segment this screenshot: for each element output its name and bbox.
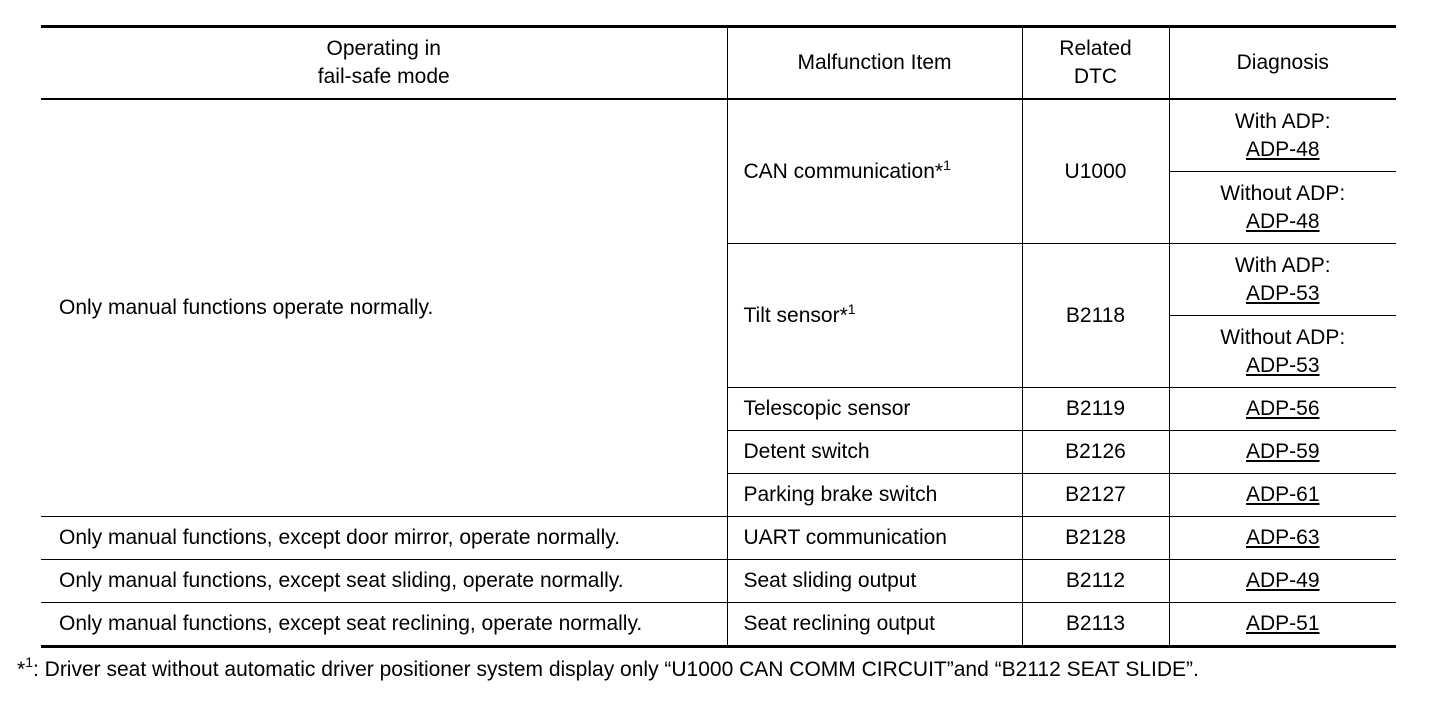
mode-cell: Only manual functions, except seat sliding, operate normally. [41, 560, 727, 603]
item-text: Tilt sensor [743, 303, 840, 327]
table-row [41, 603, 1396, 647]
footnote-ref: 1 [847, 300, 856, 317]
table-row [41, 99, 1396, 172]
diagnosis-link[interactable]: ADP-56 [1245, 397, 1320, 420]
footnote-mark: * [934, 159, 944, 183]
item-cell [727, 244, 1022, 388]
table-row [41, 560, 1396, 603]
dtc-cell: B2128 [1022, 517, 1169, 560]
table-row [41, 517, 1396, 560]
header-mode-line2: fail-safe mode [317, 65, 450, 88]
footnote-mark: * [839, 303, 848, 327]
diagnosis-link[interactable]: ADP-48 [1245, 209, 1320, 233]
mode-cell: Only manual functions, except door mirror, operate normally. [41, 517, 727, 560]
diagnosis-link[interactable]: ADP-53 [1245, 281, 1320, 305]
diagnosis-label: Without ADP: [1220, 325, 1346, 349]
diagnosis-link[interactable]: ADP-48 [1245, 137, 1320, 161]
diagnosis-cell [1169, 388, 1396, 431]
dtc-cell: B2118 [1022, 244, 1169, 388]
diagnosis-link[interactable]: ADP-51 [1245, 612, 1320, 635]
diagnosis-cell [1169, 517, 1396, 560]
header-item: Malfunction Item [727, 27, 1022, 100]
diagnosis-link[interactable]: ADP-49 [1245, 569, 1320, 592]
diagnosis-cell [1169, 244, 1396, 316]
diagnosis-link[interactable]: ADP-61 [1245, 483, 1320, 506]
header-mode-line1: Operating in [326, 37, 441, 60]
header-dtc-line2: DTC [1073, 65, 1118, 88]
dtc-cell: B2127 [1022, 474, 1169, 517]
dtc-cell: B2119 [1022, 388, 1169, 431]
footnote-mark: * [17, 658, 26, 681]
item-cell: Detent switch [727, 431, 1022, 474]
item-cell: Parking brake switch [727, 474, 1022, 517]
item-cell [727, 99, 1022, 244]
dtc-cell: U1000 [1022, 99, 1169, 244]
footnote [17, 656, 1199, 684]
fail-safe-table [41, 25, 1396, 648]
item-cell: Seat reclining output [727, 603, 1022, 647]
mode-cell: Only manual functions operate normally. [41, 99, 727, 517]
footnote-text: : Driver seat without automatic driver positioner system display only “U1000 CAN COMM CIRCUIT”and “B2112 SEAT SLIDE”. [32, 658, 1199, 681]
header-row [41, 27, 1396, 100]
header-dtc [1022, 27, 1169, 100]
diagnosis-cell [1169, 316, 1396, 388]
footnote-ref: 1 [943, 156, 951, 173]
diagnosis-link[interactable]: ADP-63 [1245, 526, 1320, 549]
header-mode [41, 27, 727, 100]
diagnosis-cell [1169, 99, 1396, 172]
item-cell: Telescopic sensor [727, 388, 1022, 431]
diagnosis-label: With ADP: [1234, 253, 1331, 277]
mode-cell: Only manual functions, except seat reclining, operate normally. [41, 603, 727, 647]
diagnosis-label: With ADP: [1234, 109, 1331, 133]
diagnosis-link[interactable]: ADP-53 [1245, 353, 1320, 377]
diagnosis-cell [1169, 474, 1396, 517]
header-dtc-line1: Related [1059, 37, 1132, 60]
diagnosis-cell [1169, 603, 1396, 647]
dtc-cell: B2113 [1022, 603, 1169, 647]
diagnosis-cell [1169, 560, 1396, 603]
diagnosis-label: Without ADP: [1220, 181, 1346, 205]
diagnosis-cell [1169, 431, 1396, 474]
footnote-ref: 1 [25, 654, 33, 670]
item-cell: Seat sliding output [727, 560, 1022, 603]
item-text: CAN communication [743, 159, 935, 183]
dtc-cell: B2112 [1022, 560, 1169, 603]
header-diagnosis: Diagnosis [1169, 27, 1396, 100]
diagnosis-cell [1169, 172, 1396, 244]
dtc-cell: B2126 [1022, 431, 1169, 474]
item-cell: UART communication [727, 517, 1022, 560]
diagnosis-link[interactable]: ADP-59 [1245, 440, 1320, 463]
